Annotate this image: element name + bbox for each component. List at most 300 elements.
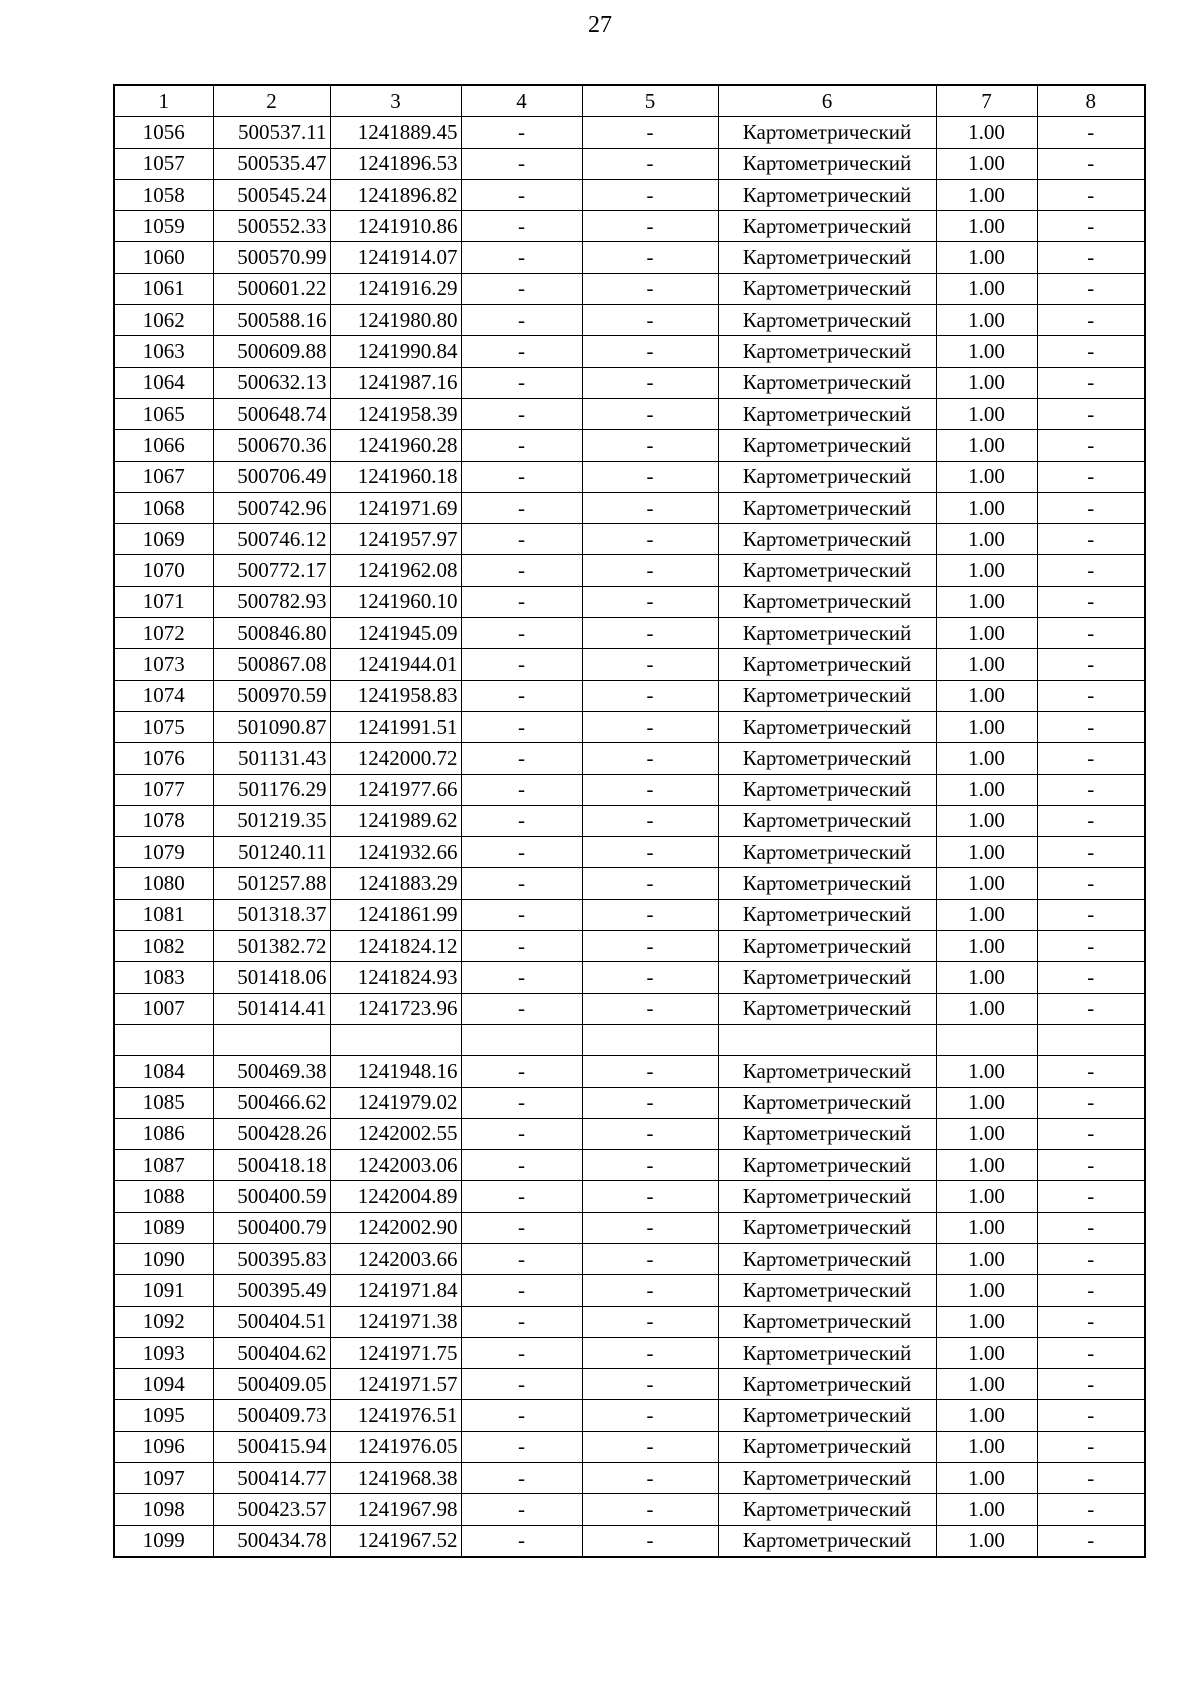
col8-cell: - [1037, 367, 1145, 398]
method-cell: Картометрический [718, 492, 936, 523]
point-number-cell: 1065 [114, 398, 213, 429]
col4-cell: - [461, 555, 582, 586]
table-row [114, 305, 1145, 336]
col8-cell: - [1037, 680, 1145, 711]
col4-cell: - [461, 305, 582, 336]
col8-cell: - [1037, 117, 1145, 148]
y-coordinate-cell: 1241944.01 [330, 649, 461, 680]
accuracy-cell: 1.00 [936, 398, 1037, 429]
col5-cell: - [582, 1181, 718, 1212]
col5-cell: - [582, 1087, 718, 1118]
col5-cell: - [582, 1212, 718, 1243]
method-cell: Картометрический [718, 868, 936, 899]
table-row [114, 1369, 1145, 1400]
point-number-cell: 1082 [114, 931, 213, 962]
method-cell: Картометрический [718, 1150, 936, 1181]
point-number-cell: 1076 [114, 743, 213, 774]
accuracy-cell: 1.00 [936, 555, 1037, 586]
y-coordinate-cell [330, 1024, 461, 1055]
method-cell: Картометрический [718, 1431, 936, 1462]
table-row [114, 273, 1145, 304]
x-coordinate-cell: 500409.73 [213, 1400, 330, 1431]
x-coordinate-cell: 500706.49 [213, 461, 330, 492]
accuracy-cell: 1.00 [936, 1525, 1037, 1557]
accuracy-cell: 1.00 [936, 1150, 1037, 1181]
method-cell: Картометрический [718, 1494, 936, 1525]
col8-cell: - [1037, 743, 1145, 774]
col4-cell: - [461, 1494, 582, 1525]
point-number-cell: 1073 [114, 649, 213, 680]
table-row [114, 1525, 1145, 1557]
method-cell: Картометрический [718, 1525, 936, 1557]
y-coordinate-cell: 1241957.97 [330, 524, 461, 555]
table-row [114, 555, 1145, 586]
y-coordinate-cell: 1241971.38 [330, 1306, 461, 1337]
table-row [114, 1494, 1145, 1525]
x-coordinate-cell: 500415.94 [213, 1431, 330, 1462]
method-cell: Картометрический [718, 1275, 936, 1306]
y-coordinate-cell: 1241967.98 [330, 1494, 461, 1525]
col5-cell: - [582, 649, 718, 680]
table-row [114, 148, 1145, 179]
col5-cell: - [582, 336, 718, 367]
col4-cell: - [461, 179, 582, 210]
x-coordinate-cell: 500601.22 [213, 273, 330, 304]
coordinates-table [113, 84, 1146, 1558]
y-coordinate-cell: 1241971.75 [330, 1337, 461, 1368]
col4-cell: - [461, 273, 582, 304]
col5-cell: - [582, 962, 718, 993]
method-cell: Картометрический [718, 1306, 936, 1337]
col5-cell: - [582, 805, 718, 836]
method-cell: Картометрический [718, 931, 936, 962]
point-number-cell: 1091 [114, 1275, 213, 1306]
accuracy-cell: 1.00 [936, 1212, 1037, 1243]
y-coordinate-cell: 1242002.90 [330, 1212, 461, 1243]
accuracy-cell: 1.00 [936, 649, 1037, 680]
point-number-cell: 1088 [114, 1181, 213, 1212]
y-coordinate-cell: 1241980.80 [330, 305, 461, 336]
point-number-cell: 1081 [114, 899, 213, 930]
col5-cell: - [582, 117, 718, 148]
col5-cell [582, 1024, 718, 1055]
method-cell: Картометрический [718, 430, 936, 461]
col4-cell: - [461, 148, 582, 179]
col8-cell: - [1037, 305, 1145, 336]
point-number-cell: 1089 [114, 1212, 213, 1243]
x-coordinate-cell: 500570.99 [213, 242, 330, 273]
col8-cell: - [1037, 1494, 1145, 1525]
method-cell: Картометрический [718, 1243, 936, 1274]
x-coordinate-cell [213, 1024, 330, 1055]
table-row [114, 242, 1145, 273]
point-number-cell: 1086 [114, 1118, 213, 1149]
table-row [114, 1118, 1145, 1149]
table-row [114, 461, 1145, 492]
table-row [114, 430, 1145, 461]
col5-cell: - [582, 993, 718, 1024]
col8-cell: - [1037, 1243, 1145, 1274]
col4-cell: - [461, 1369, 582, 1400]
x-coordinate-cell: 500746.12 [213, 524, 330, 555]
method-cell: Картометрический [718, 461, 936, 492]
col8-cell: - [1037, 1306, 1145, 1337]
col5-cell: - [582, 1275, 718, 1306]
col8-cell: - [1037, 931, 1145, 962]
y-coordinate-cell: 1241889.45 [330, 117, 461, 148]
method-cell: Картометрический [718, 680, 936, 711]
method-cell: Картометрический [718, 837, 936, 868]
accuracy-cell: 1.00 [936, 1056, 1037, 1087]
col4-cell: - [461, 1400, 582, 1431]
col5-cell: - [582, 1369, 718, 1400]
col8-cell: - [1037, 1431, 1145, 1462]
method-cell: Картометрический [718, 711, 936, 742]
accuracy-cell [936, 1024, 1037, 1055]
col5-cell: - [582, 430, 718, 461]
x-coordinate-cell: 501090.87 [213, 711, 330, 742]
point-number-cell: 1057 [114, 148, 213, 179]
table-row [114, 618, 1145, 649]
method-cell: Картометрический [718, 305, 936, 336]
point-number-cell: 1084 [114, 1056, 213, 1087]
col4-cell: - [461, 680, 582, 711]
y-coordinate-cell: 1241977.66 [330, 774, 461, 805]
col5-cell: - [582, 367, 718, 398]
col8-cell: - [1037, 711, 1145, 742]
column-header-7: 7 [936, 85, 1037, 117]
table-row [114, 868, 1145, 899]
col4-cell: - [461, 899, 582, 930]
col8-cell: - [1037, 899, 1145, 930]
column-header-8: 8 [1037, 85, 1145, 117]
y-coordinate-cell: 1241976.05 [330, 1431, 461, 1462]
col5-cell: - [582, 774, 718, 805]
col8-cell: - [1037, 837, 1145, 868]
accuracy-cell: 1.00 [936, 1243, 1037, 1274]
accuracy-cell: 1.00 [936, 899, 1037, 930]
x-coordinate-cell: 501257.88 [213, 868, 330, 899]
table-row [114, 774, 1145, 805]
point-number-cell: 1068 [114, 492, 213, 523]
accuracy-cell: 1.00 [936, 837, 1037, 868]
table-row [114, 743, 1145, 774]
col8-cell: - [1037, 586, 1145, 617]
col8-cell: - [1037, 1150, 1145, 1181]
table-row [114, 1056, 1145, 1087]
col4-cell: - [461, 931, 582, 962]
col5-cell: - [582, 148, 718, 179]
accuracy-cell: 1.00 [936, 179, 1037, 210]
method-cell: Картометрический [718, 117, 936, 148]
column-header-6: 6 [718, 85, 936, 117]
col4-cell: - [461, 492, 582, 523]
col4-cell: - [461, 430, 582, 461]
y-coordinate-cell: 1241896.53 [330, 148, 461, 179]
x-coordinate-cell: 500867.08 [213, 649, 330, 680]
page-number: 27 [588, 12, 612, 38]
point-number-cell: 1060 [114, 242, 213, 273]
col5-cell: - [582, 837, 718, 868]
x-coordinate-cell: 501414.41 [213, 993, 330, 1024]
y-coordinate-cell: 1241976.51 [330, 1400, 461, 1431]
col5-cell: - [582, 555, 718, 586]
point-number-cell: 1077 [114, 774, 213, 805]
col8-cell: - [1037, 555, 1145, 586]
accuracy-cell: 1.00 [936, 805, 1037, 836]
table-row [114, 492, 1145, 523]
y-coordinate-cell: 1241861.99 [330, 899, 461, 930]
accuracy-cell: 1.00 [936, 1369, 1037, 1400]
col4-cell: - [461, 774, 582, 805]
col8-cell: - [1037, 1525, 1145, 1557]
method-cell: Картометрический [718, 211, 936, 242]
point-number-cell: 1070 [114, 555, 213, 586]
y-coordinate-cell: 1241824.12 [330, 931, 461, 962]
table-row [114, 711, 1145, 742]
point-number-cell: 1095 [114, 1400, 213, 1431]
method-cell: Картометрический [718, 273, 936, 304]
col5-cell: - [582, 524, 718, 555]
point-number-cell: 1094 [114, 1369, 213, 1400]
method-cell: Картометрический [718, 649, 936, 680]
y-coordinate-cell: 1241945.09 [330, 618, 461, 649]
table-row [114, 837, 1145, 868]
col8-cell: - [1037, 273, 1145, 304]
point-number-cell: 1099 [114, 1525, 213, 1557]
accuracy-cell: 1.00 [936, 336, 1037, 367]
y-coordinate-cell: 1241990.84 [330, 336, 461, 367]
method-cell: Картометрический [718, 1118, 936, 1149]
col5-cell: - [582, 398, 718, 429]
col5-cell: - [582, 711, 718, 742]
y-coordinate-cell: 1241971.84 [330, 1275, 461, 1306]
y-coordinate-cell: 1241979.02 [330, 1087, 461, 1118]
point-number-cell: 1059 [114, 211, 213, 242]
col4-cell: - [461, 837, 582, 868]
y-coordinate-cell: 1241958.39 [330, 398, 461, 429]
method-cell: Картометрический [718, 336, 936, 367]
col5-cell: - [582, 680, 718, 711]
x-coordinate-cell: 501418.06 [213, 962, 330, 993]
table-row [114, 1400, 1145, 1431]
point-number-cell: 1066 [114, 430, 213, 461]
table-row [114, 524, 1145, 555]
point-number-cell: 1007 [114, 993, 213, 1024]
table-row [114, 336, 1145, 367]
y-coordinate-cell: 1241960.10 [330, 586, 461, 617]
col5-cell: - [582, 492, 718, 523]
point-number-cell: 1083 [114, 962, 213, 993]
x-coordinate-cell: 500400.79 [213, 1212, 330, 1243]
col4-cell: - [461, 211, 582, 242]
accuracy-cell: 1.00 [936, 1087, 1037, 1118]
accuracy-cell: 1.00 [936, 1463, 1037, 1494]
x-coordinate-cell: 500400.59 [213, 1181, 330, 1212]
y-coordinate-cell: 1241910.86 [330, 211, 461, 242]
method-cell: Картометрический [718, 1463, 936, 1494]
table-row [114, 962, 1145, 993]
col5-cell: - [582, 242, 718, 273]
col5-cell: - [582, 1431, 718, 1462]
y-coordinate-cell: 1241883.29 [330, 868, 461, 899]
point-number-cell: 1075 [114, 711, 213, 742]
method-cell: Картометрический [718, 899, 936, 930]
col4-cell: - [461, 586, 582, 617]
accuracy-cell: 1.00 [936, 743, 1037, 774]
x-coordinate-cell: 500535.47 [213, 148, 330, 179]
accuracy-cell: 1.00 [936, 993, 1037, 1024]
x-coordinate-cell: 500404.51 [213, 1306, 330, 1337]
column-header-1: 1 [114, 85, 213, 117]
table-row [114, 1024, 1145, 1055]
x-coordinate-cell: 500742.96 [213, 492, 330, 523]
table-row [114, 117, 1145, 148]
accuracy-cell: 1.00 [936, 524, 1037, 555]
x-coordinate-cell: 500418.18 [213, 1150, 330, 1181]
col4-cell: - [461, 711, 582, 742]
col5-cell: - [582, 179, 718, 210]
col4-cell: - [461, 1150, 582, 1181]
col4-cell: - [461, 1431, 582, 1462]
accuracy-cell: 1.00 [936, 680, 1037, 711]
x-coordinate-cell: 501176.29 [213, 774, 330, 805]
accuracy-cell: 1.00 [936, 868, 1037, 899]
point-number-cell: 1061 [114, 273, 213, 304]
point-number-cell: 1074 [114, 680, 213, 711]
col4-cell: - [461, 398, 582, 429]
header-row [114, 85, 1145, 117]
table-row [114, 211, 1145, 242]
method-cell: Картометрический [718, 555, 936, 586]
accuracy-cell: 1.00 [936, 1337, 1037, 1368]
col4-cell: - [461, 805, 582, 836]
point-number-cell: 1098 [114, 1494, 213, 1525]
x-coordinate-cell: 500409.05 [213, 1369, 330, 1400]
accuracy-cell: 1.00 [936, 931, 1037, 962]
column-header-5: 5 [582, 85, 718, 117]
method-cell: Картометрический [718, 1400, 936, 1431]
col5-cell: - [582, 1056, 718, 1087]
col8-cell: - [1037, 649, 1145, 680]
table-row [114, 805, 1145, 836]
table-row [114, 1087, 1145, 1118]
table-row [114, 398, 1145, 429]
method-cell: Картометрический [718, 1212, 936, 1243]
method-cell: Картометрический [718, 398, 936, 429]
col8-cell: - [1037, 336, 1145, 367]
table-row [114, 1243, 1145, 1274]
col4-cell: - [461, 1337, 582, 1368]
method-cell: Картометрический [718, 242, 936, 273]
point-number-cell: 1062 [114, 305, 213, 336]
col8-cell: - [1037, 1463, 1145, 1494]
point-number-cell: 1071 [114, 586, 213, 617]
x-coordinate-cell: 500466.62 [213, 1087, 330, 1118]
x-coordinate-cell: 501219.35 [213, 805, 330, 836]
col5-cell: - [582, 211, 718, 242]
y-coordinate-cell: 1241916.29 [330, 273, 461, 304]
col4-cell: - [461, 1118, 582, 1149]
col8-cell: - [1037, 774, 1145, 805]
col8-cell: - [1037, 1275, 1145, 1306]
x-coordinate-cell: 501131.43 [213, 743, 330, 774]
accuracy-cell: 1.00 [936, 586, 1037, 617]
y-coordinate-cell: 1241948.16 [330, 1056, 461, 1087]
table-body [114, 117, 1145, 1557]
method-cell: Картометрический [718, 367, 936, 398]
col8-cell: - [1037, 148, 1145, 179]
point-number-cell: 1087 [114, 1150, 213, 1181]
y-coordinate-cell: 1242002.55 [330, 1118, 461, 1149]
col8-cell: - [1037, 993, 1145, 1024]
point-number-cell: 1097 [114, 1463, 213, 1494]
col5-cell: - [582, 618, 718, 649]
col5-cell: - [582, 273, 718, 304]
table-row [114, 931, 1145, 962]
col4-cell [461, 1024, 582, 1055]
col5-cell: - [582, 931, 718, 962]
y-coordinate-cell: 1241960.18 [330, 461, 461, 492]
col5-cell: - [582, 1337, 718, 1368]
col4-cell: - [461, 993, 582, 1024]
col4-cell: - [461, 524, 582, 555]
col4-cell: - [461, 367, 582, 398]
col8-cell: - [1037, 1369, 1145, 1400]
col4-cell: - [461, 1525, 582, 1557]
accuracy-cell: 1.00 [936, 1306, 1037, 1337]
col5-cell: - [582, 1150, 718, 1181]
col4-cell: - [461, 868, 582, 899]
point-number-cell: 1064 [114, 367, 213, 398]
col8-cell: - [1037, 618, 1145, 649]
point-number-cell: 1090 [114, 1243, 213, 1274]
y-coordinate-cell: 1241723.96 [330, 993, 461, 1024]
col8-cell: - [1037, 430, 1145, 461]
accuracy-cell: 1.00 [936, 367, 1037, 398]
accuracy-cell: 1.00 [936, 148, 1037, 179]
table-row [114, 649, 1145, 680]
table-row [114, 586, 1145, 617]
col4-cell: - [461, 1243, 582, 1274]
x-coordinate-cell: 501382.72 [213, 931, 330, 962]
column-header-3: 3 [330, 85, 461, 117]
x-coordinate-cell: 500782.93 [213, 586, 330, 617]
col5-cell: - [582, 868, 718, 899]
y-coordinate-cell: 1242003.66 [330, 1243, 461, 1274]
point-number-cell [114, 1024, 213, 1055]
y-coordinate-cell: 1241991.51 [330, 711, 461, 742]
point-number-cell: 1063 [114, 336, 213, 367]
col4-cell: - [461, 461, 582, 492]
table-row [114, 993, 1145, 1024]
col8-cell: - [1037, 242, 1145, 273]
col5-cell: - [582, 1243, 718, 1274]
y-coordinate-cell: 1241914.07 [330, 242, 461, 273]
x-coordinate-cell: 500648.74 [213, 398, 330, 429]
col4-cell: - [461, 1087, 582, 1118]
point-number-cell: 1085 [114, 1087, 213, 1118]
col8-cell: - [1037, 1400, 1145, 1431]
x-coordinate-cell: 500404.62 [213, 1337, 330, 1368]
x-coordinate-cell: 500434.78 [213, 1525, 330, 1557]
table-row [114, 179, 1145, 210]
y-coordinate-cell: 1242000.72 [330, 743, 461, 774]
accuracy-cell: 1.00 [936, 774, 1037, 805]
point-number-cell: 1058 [114, 179, 213, 210]
col8-cell: - [1037, 211, 1145, 242]
y-coordinate-cell: 1241958.83 [330, 680, 461, 711]
